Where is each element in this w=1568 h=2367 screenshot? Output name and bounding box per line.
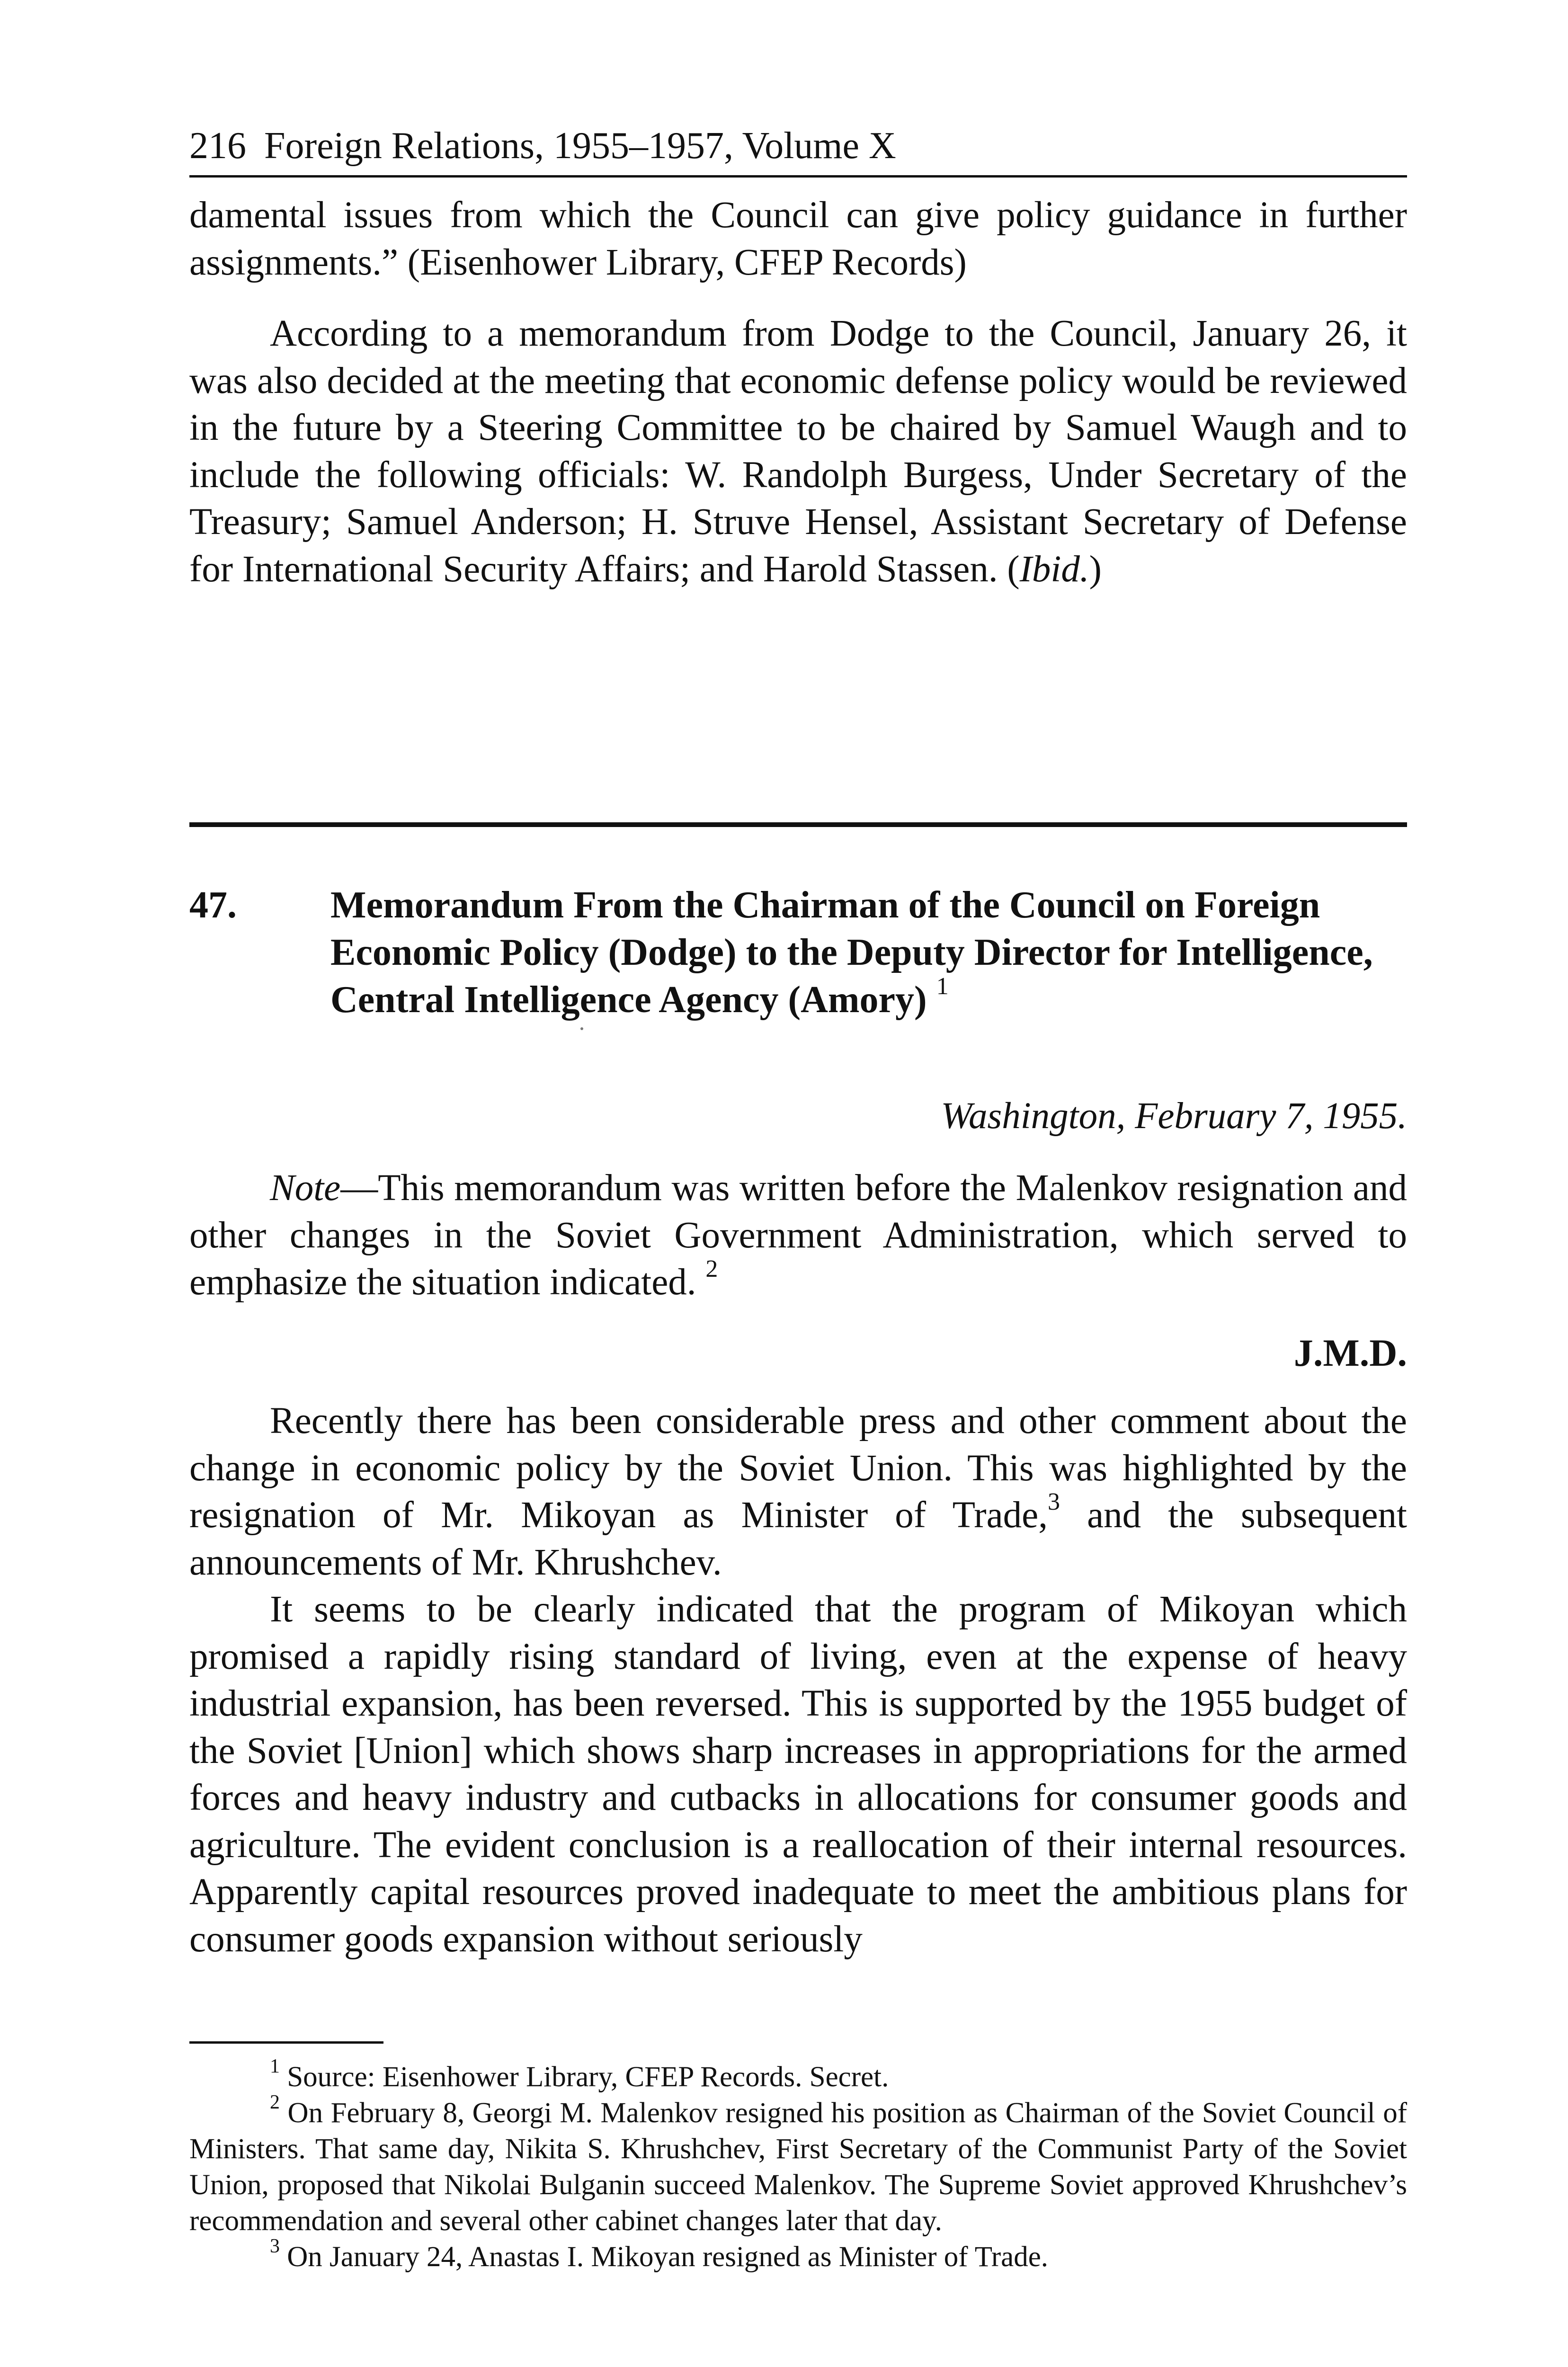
body-paragraph-2: [189, 1586, 1407, 1963]
note-paragraph: [189, 1165, 1407, 1306]
body-paragraph-2-text: It seems to be clearly indicated that the program of Mikoyan which promised a rapidly rising standard of living, even at the expense of heavy industrial expansion, has been reversed. This is supported by the 1955 budget of the Soviet [Union] which shows sharp increases in appropriations for the armed forces and heavy industry and cutbacks in allocations for consumer goods and agriculture. The evident conclusion is a reallocation of their internal resources. Apparently capital resources proved inadequate to meet the ambitious plans for consumer goods expansion without seriously: [189, 1589, 1407, 1960]
page-number: 216: [189, 125, 246, 167]
ibid-citation: Ibid.: [1019, 548, 1089, 590]
footnote-rule: [189, 2041, 383, 2044]
footnote-ref-2: 2: [705, 1255, 718, 1282]
footnote-ref-3: 3: [1047, 1488, 1060, 1515]
initials: J.M.D.: [1293, 1331, 1407, 1374]
body-paragraph-1: [189, 1397, 1407, 1586]
editorial-note-paragraph: [189, 310, 1407, 593]
footnote: $^3$ On January 24, Anastas I. Mikoyan resigned as Minister of Trade.: [270, 2235, 1049, 2273]
running-title: Foreign Relations, 1955–1957, Volume X: [264, 125, 896, 167]
body-paragraph-1-text: Recently there has been considerable press and other comment about the change in economic policy by the Soviet Union. This was highlighted by the resignation of Mr. Mikoyan as Minister of Trade,$^3$ and the subsequent announcements of Mr. Khrushchev.: [189, 1400, 1408, 1583]
continuation-paragraph: [189, 192, 1407, 286]
footnote: $^1$ Source: Eisenhower Library, CFEP Records. Secret.: [270, 2055, 889, 2093]
note-text: Note—This memorandum was written before the Malenkov resignation and other changes in the Soviet Government Administration, which served to emphasize the situation indicated. $^2$: [189, 1167, 1407, 1303]
footnote-ref-1: 1: [936, 973, 949, 1000]
footnote: $^2$ On February 8, Georgi M. Malenkov resigned his position as Chairman of the Soviet Council of Ministers. That same day, Nikita S. Khrushchev, First Secretary of the Communist Party of the Soviet Union, proposed that Nikolai Bulganin succeed Malenkov. The Supreme Soviet approved Khrushchev’s recommendation and several other cabinet changes later that day.: [189, 2091, 1408, 2237]
document-title: Memorandum From the Chairman of the Council on Foreign Economic Policy (Dodge) to the Deputy Director for Intelligence, Central Intelligence Agency (Amory) $^1$: [330, 884, 1373, 1021]
continuation-text: damental issues from which the Council can give policy guidance in further assignments.” (Eisenhower Library, CFEP Records): [189, 195, 1407, 283]
document-number: 47.: [189, 884, 237, 926]
section-divider: [189, 822, 1407, 827]
dateline: Washington, February 7, 1955.: [941, 1095, 1407, 1137]
footnotes: [189, 2055, 1408, 2275]
editorial-note-text: According to a memorandum from Dodge to the Council, January 26, it was also decided at the meeting that economic defense policy would be reviewed in the future by a Steering Committee to be chaired by Samuel Waugh and to include the following officials: W. Randolph Burgess, Under Secretary of the Treasury; Samuel Anderson; H. Struve Hensel, Assistant Secretary of Defense for International Security Affairs; and Harold Stassen. (Ibid.): [189, 313, 1407, 590]
print-speck: [580, 1027, 583, 1030]
note-label: Note: [270, 1167, 341, 1209]
running-header: [189, 122, 1407, 178]
